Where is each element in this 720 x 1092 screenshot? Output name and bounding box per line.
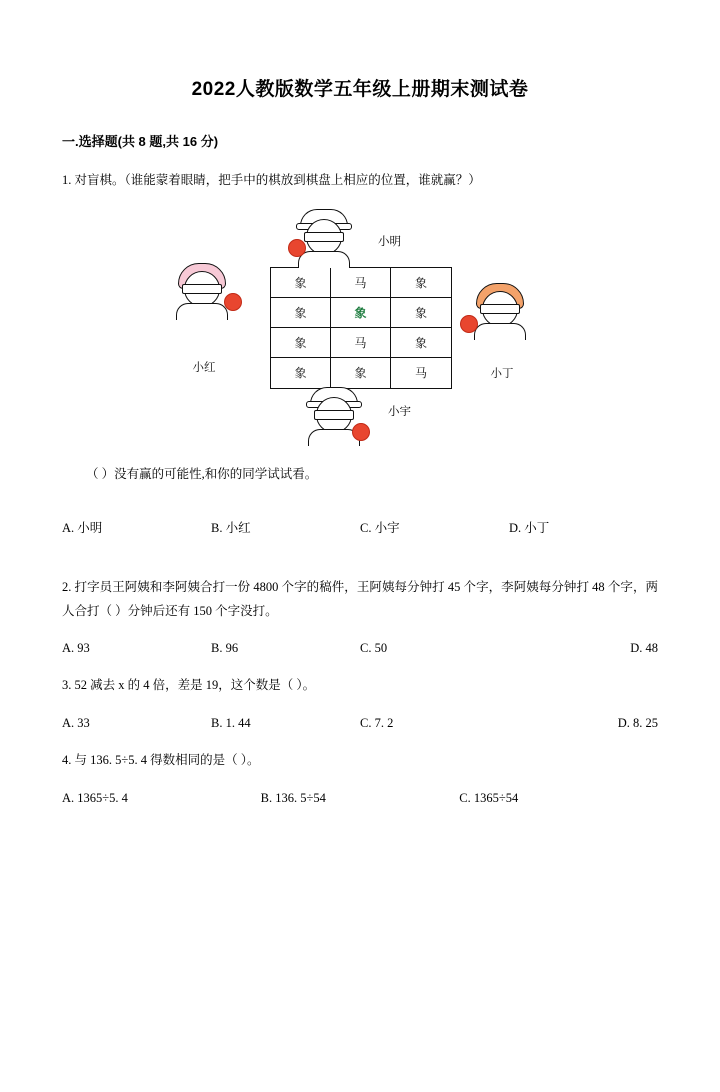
exam-page — [0, 74, 720, 1092]
blindfold-icon — [304, 232, 344, 242]
board-cell: 马 — [331, 268, 391, 298]
board-cell: 象 — [271, 298, 331, 328]
question-1-stem: 1. 对盲棋。（谁能蒙着眼睛，把手中的棋放到棋盘上相应的位置，谁就赢？） — [62, 173, 481, 187]
option-a[interactable]: A. 33 — [62, 716, 90, 730]
avatar — [280, 205, 372, 267]
board-cell: 马 — [414, 366, 427, 381]
blindfold-icon — [480, 304, 520, 314]
option-b[interactable]: B. 小红 — [211, 520, 251, 535]
body-icon — [298, 251, 350, 268]
board-cell: 马 — [331, 328, 391, 358]
option-c[interactable]: C. 7. 2 — [360, 716, 394, 730]
chess-piece-icon — [224, 293, 242, 311]
board-cell: 象 — [271, 268, 331, 298]
board-cell: 象 — [391, 268, 451, 298]
option-a[interactable]: A. 小明 — [62, 520, 103, 535]
chess-board — [270, 267, 452, 389]
person-bottom-label: 小宇 — [388, 405, 411, 418]
option-b[interactable]: B. 1. 44 — [211, 716, 251, 730]
board-cell: 象 — [271, 328, 331, 358]
option-d[interactable]: D. 小丁 — [509, 520, 550, 535]
blindfold-icon — [182, 284, 222, 294]
option-c[interactable]: C. 50 — [360, 641, 388, 656]
question-3-options — [62, 716, 658, 731]
option-a[interactable]: A. 93 — [62, 641, 90, 656]
board-cell: 象 — [271, 358, 331, 388]
avatar — [290, 383, 382, 445]
person-top-label: 小明 — [378, 235, 401, 248]
question-3-stem: 3. 52 减去 x 的 4 倍，差是 19，这个数是（ ）。 — [62, 678, 316, 693]
chess-piece-icon — [288, 239, 306, 257]
body-icon — [176, 303, 228, 320]
question-2-options — [62, 641, 658, 656]
option-b[interactable]: B. 96 — [211, 641, 239, 656]
body-icon — [474, 323, 526, 340]
board-cell: 象 — [391, 328, 451, 358]
person-right — [456, 277, 548, 381]
option-c[interactable]: C. 小宇 — [360, 520, 400, 535]
chess-piece-icon — [460, 315, 478, 333]
board-cell: 象 — [391, 298, 451, 328]
board-cell-highlight: 象 — [331, 298, 391, 328]
question-4-stem: 4. 与 136. 5÷5. 4 得数相同的是（ ）。 — [62, 753, 260, 767]
avatar — [158, 257, 250, 319]
section-heading: 一.选择题(共 8 题,共 16 分) — [62, 134, 219, 149]
person-top — [280, 205, 372, 267]
person-left-label: 小红 — [192, 361, 216, 374]
avatar — [456, 277, 548, 339]
question-1-note: （ ）没有赢的可能性,和你的同学试试看。 — [86, 466, 318, 481]
question-1-options — [62, 518, 658, 536]
person-right-label: 小丁 — [490, 367, 514, 380]
question-4-options — [62, 791, 658, 806]
blind-chess-illustration — [62, 205, 658, 450]
page-title: 2022人教版数学五年级上册期末测试卷 — [191, 79, 529, 100]
board-cell: 象 — [331, 358, 391, 388]
chess-piece-icon — [352, 423, 370, 441]
option-d[interactable]: D. 8. 25 — [617, 716, 658, 730]
option-d[interactable]: D. 48 — [630, 641, 658, 656]
question-2-stem: 2. 打字员王阿姨和李阿姨合打一份 4800 个字的稿件，王阿姨每分钟打 45 个字，李阿姨每分钟打 48 个字，两人合打（ ）分钟后还有 150 个字没打。 — [62, 579, 658, 618]
option-a[interactable]: A. 1365÷5. 4 — [62, 790, 128, 805]
option-c[interactable]: C. 1365÷54 — [459, 790, 519, 805]
person-bottom — [290, 383, 382, 445]
person-left — [158, 257, 250, 375]
option-b[interactable]: B. 136. 5÷54 — [260, 790, 326, 805]
blindfold-icon — [314, 410, 354, 420]
